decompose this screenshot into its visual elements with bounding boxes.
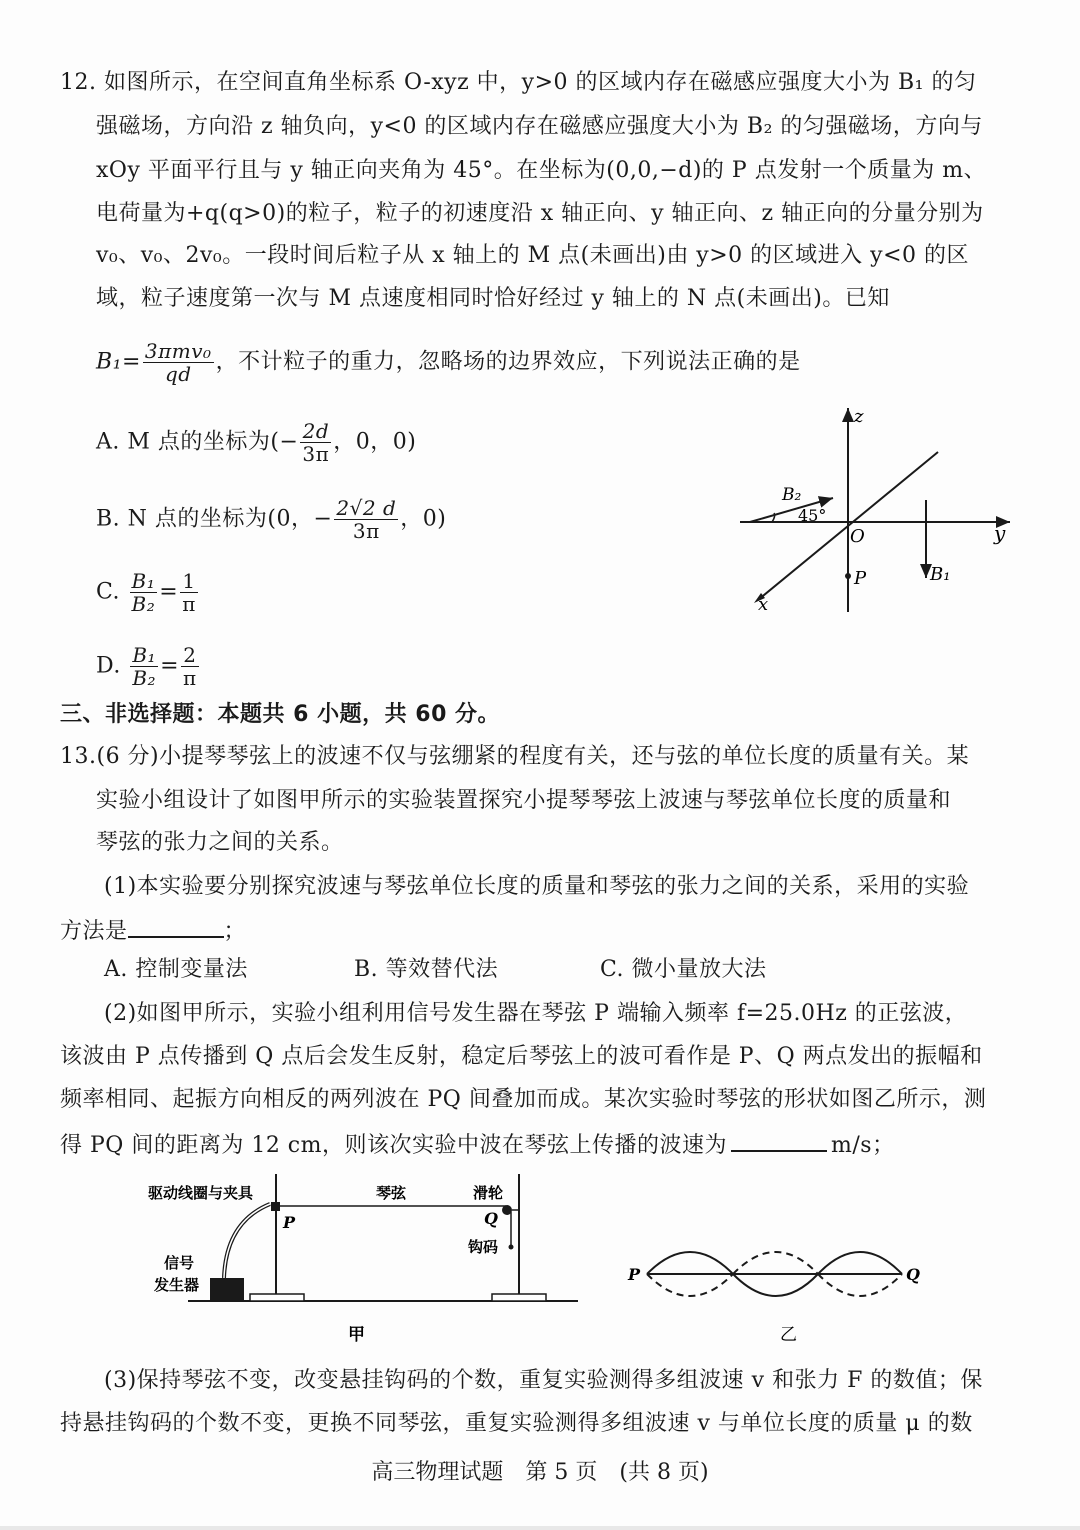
svg-text:甲: 甲 [348,1325,365,1345]
svg-text:O: O [850,526,865,547]
point-p [845,573,851,579]
q13-option-a: A. 控制变量法 [104,957,248,982]
svg-text:驱动线圈与夹具: 驱动线圈与夹具 [148,1184,254,1202]
q12-line-5: v₀、v₀、2v₀。一段时间后粒子从 x 轴上的 M 点(未画出)由 y>0 的区域进入 y<0 的区 [96,243,970,268]
q12-line-7 [96,340,801,385]
q13-line-1: 13.(6 分)小提琴琴弦上的波速不仅与弦绷紧的程度有关，还与弦的单位长度的质量有关。某 [60,744,970,769]
q13-part3-line2: 持悬挂钩码的个数不变，更换不同琴弦，重复实验测得多组波速 v 与单位长度的质量 μ 的数 [60,1411,973,1436]
svg-text:P: P [628,1265,641,1284]
coil-clamp [271,1202,280,1211]
option-b: B. N 点的坐标为(0，− $\frac{2√2 d}{3\pi}$ ，0) [96,496,447,543]
q13-part1-line2: 方法是 ； [60,914,246,947]
signal-generator [210,1278,244,1301]
hook-weight [509,1245,514,1250]
b1-lhs: B₁= [96,349,141,375]
q13-option-b: B. 等效替代法 [354,957,499,982]
svg-text:发生器: 发生器 [154,1276,200,1294]
svg-text:y: y [994,521,1006,545]
b1-fraction: $\frac{\text{3πmv₀}}{qd}$ [144,339,212,386]
svg-text:钩码: 钩码 [468,1238,499,1256]
option-c: C. $\frac{\text{B₁}}{\text{B₂}}$ = $\frac{1}{\pi}$ [96,569,196,616]
svg-text:信号: 信号 [164,1254,195,1272]
q12-line-4: 电荷量为+q(q>0)的粒子，粒子的初速度沿 x 轴正向、y 轴正向、z 轴正向的分量分别为 [96,201,984,226]
svg-text:滑轮: 滑轮 [473,1184,504,1202]
q13-part2-line1: (2)如图甲所示，实验小组利用信号发生器在琴弦 P 端输入频率 f=25.0Hz 的正弦波， [104,1001,968,1026]
figure-yi [600,1220,950,1350]
coordinate-figure [730,400,1020,615]
svg-text:琴弦: 琴弦 [376,1184,407,1202]
q12-line-6: 域，粒子速度第一次与 M 点速度相同时恰好经过 y 轴上的 N 点(未画出)。已知 [96,286,890,311]
bottom-edge [0,1526,1080,1530]
svg-text:B₁: B₁ [930,564,951,585]
q13-part2-line3: 频率相同、起振方向相反的两列波在 PQ 间叠加而成。某次实验时琴弦的形状如图乙所示，测 [60,1087,987,1112]
q13-part3-line1: (3)保持琴弦不变，改变悬挂钩码的个数，重复实验测得多组波速 v 和张力 F 的数值；保 [104,1368,983,1393]
q13-part2-line4: 得 PQ 间的距离为 12 cm，则该次实验中波在琴弦上传播的波速为 m/s； [60,1128,895,1161]
svg-text:乙: 乙 [780,1325,797,1345]
svg-text:B₂: B₂ [782,485,802,505]
option-d: D. $\frac{\text{B₁}}{\text{B₂}}$ = $\frac{2}{\pi}$ [96,643,197,690]
page-footer: 高三物理试题 第 5 页 (共 8 页) [371,1460,709,1485]
answer-blank-speed[interactable] [731,1128,827,1152]
svg-text:P: P [854,568,867,589]
option-a: A. M 点的坐标为(− $\frac{2d}{3\pi}$ ，0，0) [96,419,417,466]
q13-line-2: 实验小组设计了如图甲所示的实验装置探究小提琴琴弦上波速与琴弦单位长度的质量和 [96,788,952,813]
q12-line-2: 强磁场，方向沿 z 轴负向，y<0 的区域内存在磁感应强度大小为 B₂ 的匀强磁场，方向与 [96,114,983,139]
q12-line-3: xOy 平面平行且与 y 轴正向夹角为 45°。在坐标为(0,0,−d)的 P 点发射一个质量为 m、 [96,158,987,183]
section-heading: 三、非选择题：本题共 6 小题，共 60 分。 [60,702,501,727]
svg-text:P: P [283,1213,296,1232]
q12-line-7-rest: ，不计粒子的重力，忽略场的边界效应，下列说法正确的是 [215,349,801,375]
svg-text:45°: 45° [798,506,827,525]
q13-line-3: 琴弦的张力之间的关系。 [96,830,344,855]
answer-blank-method[interactable] [128,914,224,938]
svg-text:Q: Q [484,1209,498,1228]
figure-jia [130,1172,590,1352]
svg-text:z: z [854,406,864,427]
q13-option-c: C. 微小量放大法 [600,957,767,982]
q12-line-1: 12. 如图所示，在空间直角坐标系 O-xyz 中，y>0 的区域内存在磁感应强度大小为 B₁ 的匀 [60,70,977,95]
q13-part2-line2: 该波由 P 点传播到 Q 点后会发生反射，稳定后琴弦上的波可看作是 P、Q 两点发出的振幅和 [60,1044,983,1069]
svg-text:x: x [758,594,769,615]
q13-part1-line1: (1)本实验要分别探究波速与琴弦单位长度的质量和琴弦的张力之间的关系，采用的实验 [104,874,970,899]
svg-text:Q: Q [906,1265,920,1284]
